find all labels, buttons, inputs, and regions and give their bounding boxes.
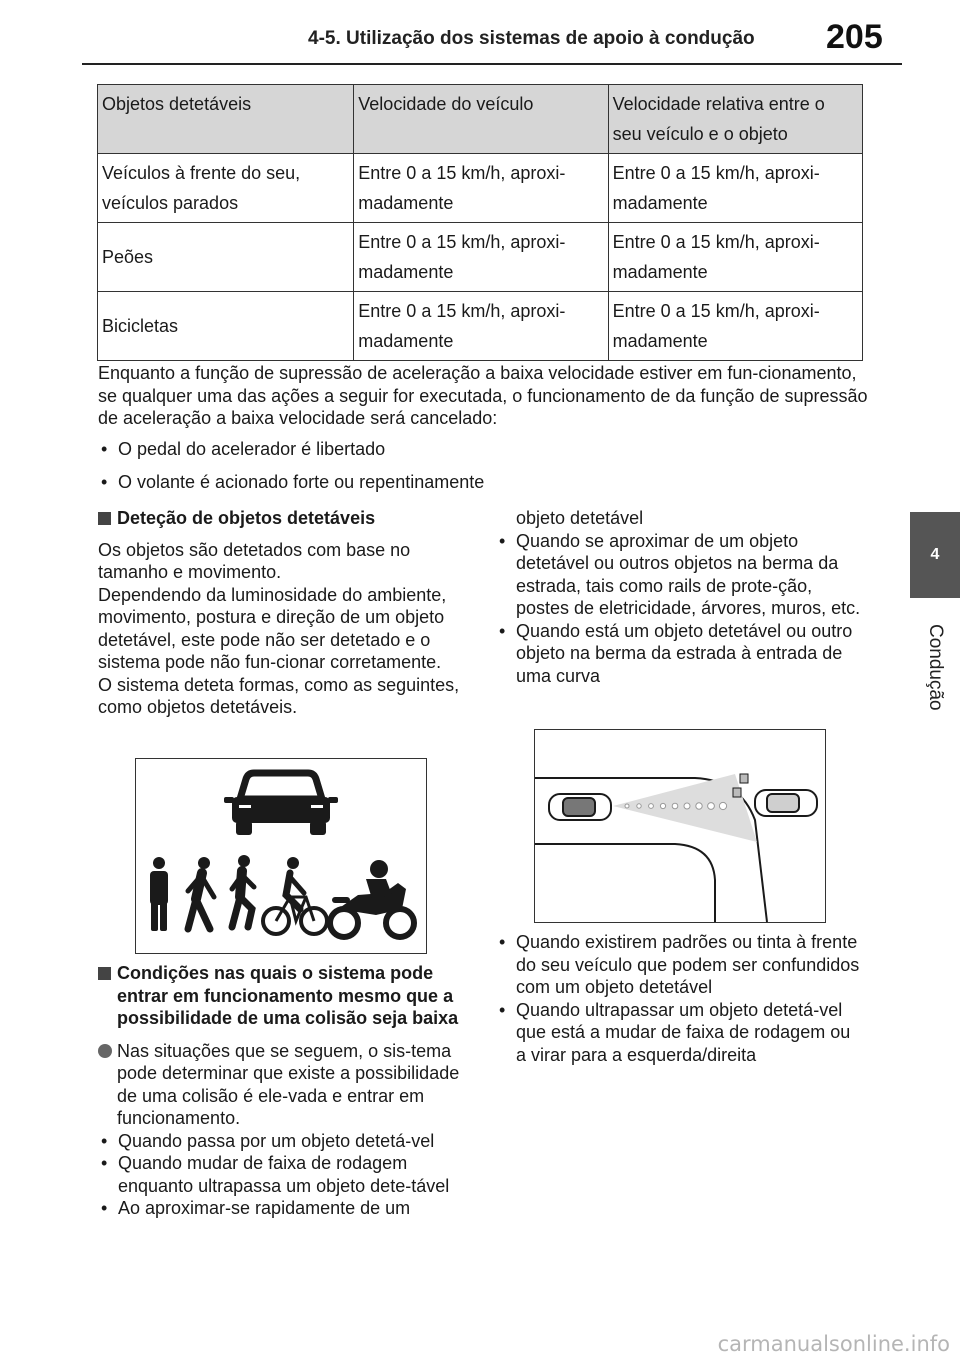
table-header-cell: Velocidade do veículo: [354, 85, 608, 154]
pedestrian-running-icon: [232, 855, 254, 927]
pedestrian-standing-icon: [150, 857, 168, 931]
table-cell: Peões: [98, 223, 354, 292]
list-item: • O pedal do acelerador é libertado: [98, 438, 868, 461]
cancel-conditions-list: [98, 438, 868, 493]
section-body: Os objetos são detetados com base no tamanho e movimento. Dependendo da luminosidade do ambiente, movimento, postura e direção de um objeto detetável, este pode não ser detetado e o sistema pode não fun-cionar corretamente. O sistema deteta formas, como as seguintes, como objetos detetáveis.: [98, 539, 460, 717]
table-cell: Entre 0 a 15 km/h, aproxi-madamente: [608, 154, 862, 223]
table-cell: Entre 0 a 15 km/h, aproxi-madamente: [608, 223, 862, 292]
table-cell: Entre 0 a 15 km/h, aproxi-madamente: [354, 154, 608, 223]
continuation-text: objeto detetável: [516, 508, 644, 528]
condition-intro: [98, 1040, 466, 1130]
list-item: • Quando está um objeto detetável ou outro objeto na berma da estrada à entrada de uma curva: [496, 620, 864, 688]
curve-entrance-illustration: [534, 729, 826, 923]
own-vehicle-icon: [549, 794, 611, 820]
list-item: • Quando ultrapassar um objeto detetá-vel que está a mudar de faixa de rodagem ou a virar para a esquerda/direita: [496, 999, 864, 1067]
table-cell: Bicicletas: [98, 292, 354, 361]
watermark: carmanualsonline.info: [717, 1332, 950, 1356]
section-heading-text: Deteção de objetos detetáveis: [117, 508, 376, 528]
table-header-cell: Velocidade relativa entre o seu veículo e o objeto: [608, 85, 862, 154]
pedestrian-walking-icon: [188, 857, 214, 929]
right-column-bottom: [496, 931, 864, 1066]
list-item: • Quando se aproximar de um objeto detetável ou outros objetos na berma da estrada, tais como rails de prote-ção, postes de eletricidade, árvores, muros, etc.: [496, 530, 864, 620]
table-row: [98, 292, 863, 361]
table-row: [98, 154, 863, 223]
table-header-row: [98, 85, 863, 154]
table-row: [98, 223, 863, 292]
section-heading-text: Condições nas quais o sistema pode entrar em funcionamento mesmo que a possibilidade de uma colisão seja baixa: [117, 963, 459, 1028]
motorcycle-icon: [330, 860, 414, 937]
list-item: • O volante é acionado forte ou repentinamente: [98, 471, 868, 494]
car-front-icon: [224, 773, 338, 835]
detectable-objects-illustration: [135, 758, 427, 954]
detection-beam: [613, 774, 757, 842]
list-item: • Quando existirem padrões ou tinta à frente do seu veículo que podem ser confundidos com um objeto detetável: [496, 931, 864, 999]
list-item: • Quando mudar de faixa de rodagem enquanto ultrapassa um objeto dete-tável: [98, 1152, 466, 1197]
page-header-title: 4-5. Utilização dos sistemas de apoio à condução: [308, 28, 755, 49]
list-item: • Ao aproximar-se rapidamente de um: [98, 1197, 466, 1220]
table-header-cell: Objetos detetáveis: [98, 85, 354, 154]
page-number: 205: [826, 18, 883, 56]
list-item: • Quando passa por um objeto detetá-vel: [98, 1130, 466, 1153]
left-column-bottom: [98, 962, 466, 1220]
table-cell: Veículos à frente do seu, veículos parados: [98, 154, 354, 223]
circle-bullet-icon: [98, 1044, 112, 1058]
chapter-tab[interactable]: 4: [910, 512, 960, 598]
section-heading: [98, 962, 466, 1030]
table-cell: Entre 0 a 15 km/h, aproxi-madamente: [354, 292, 608, 361]
bicycle-icon: [263, 857, 327, 934]
square-bullet-icon: [98, 967, 111, 980]
left-column-top: [98, 507, 466, 719]
table-cell: Entre 0 a 15 km/h, aproxi-madamente: [354, 223, 608, 292]
table-cell: Entre 0 a 15 km/h, aproxi-madamente: [608, 292, 862, 361]
section-heading: [98, 507, 466, 530]
square-bullet-icon: [98, 512, 111, 525]
parked-vehicle-icon: [755, 790, 817, 816]
condition-intro-text: Nas situações que se seguem, o sis-tema pode determinar que existe a possibilidade de uma colisão é ele-vada e entrar em funcionamento.: [117, 1040, 460, 1128]
header-divider: [82, 63, 902, 65]
detectable-objects-table: [97, 84, 863, 361]
chapter-label: Condução: [925, 623, 946, 711]
intro-paragraph: Enquanto a função de supressão de aceleração a baixa velocidade estiver em fun-cionamento, se qualquer uma das ações a seguir for executada, o funcionamento de da função de supressão de aceleração a baixa velocidade será cancelado:: [98, 363, 868, 428]
right-column-top: [496, 507, 864, 687]
